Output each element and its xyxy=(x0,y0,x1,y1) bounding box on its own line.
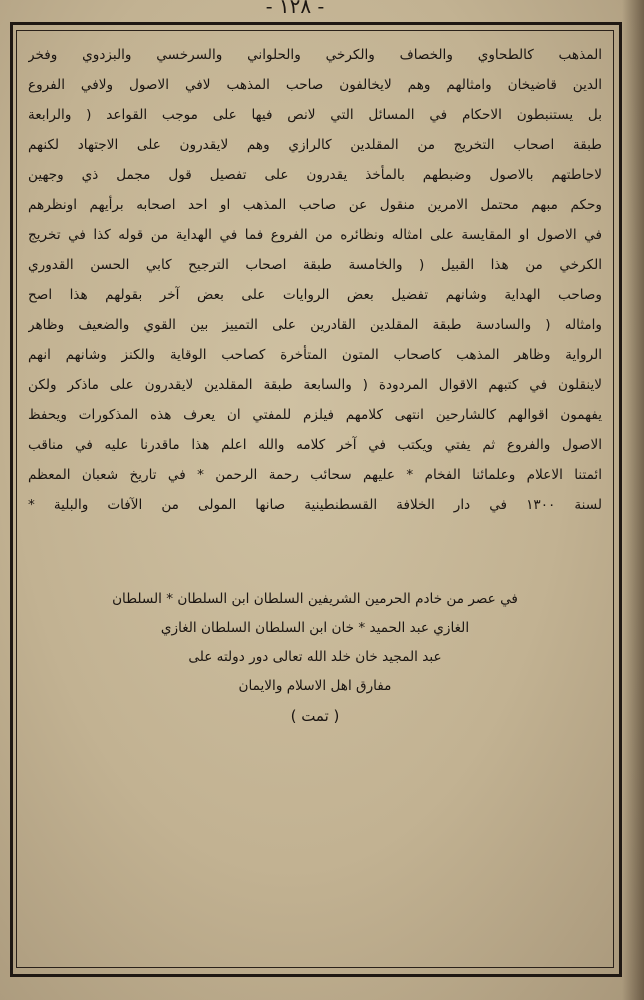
text-line: في الاصول او المقايسة على امثاله ونظائره من الفروع فما في الهداية من قوله كذا في تخريج xyxy=(28,227,602,243)
colophon-line: الغازي عبد الحميد * خان ابن السلطان السلطان الغازي xyxy=(160,620,470,636)
text-line: يفهمون اقوالهم كالشارحين انتهى كلامهم فيلزم للمفتي ان يعرف هذه المذكورات ويحفظ xyxy=(28,407,602,423)
text-line: وصاحب الهداية وشانهم تفضيل بعض الروايات على بعض آخر بقولهم هذا اصح xyxy=(28,287,602,303)
text-line: الدين قاضيخان وامثالهم وهم لايخالفون صاحب المذهب لافي الاصول ولافي الفروع xyxy=(28,77,602,93)
text-line: لاحاطتهم بالاصول وضبطهم بالمأخذ يقدرون على تفصيل قول مجمل ذي وجهين xyxy=(28,167,602,183)
colophon-line: عبد المجيد خان خلد الله تعالى دور دولته على xyxy=(188,649,442,665)
page-number: - ١٢٨ - xyxy=(265,0,325,18)
text-line: وامثاله ( والسادسة طبقة المقلدين القادرين على التمييز بين القوي والضعيف وظاهر xyxy=(28,317,602,333)
page-fold-shadow xyxy=(622,0,644,1000)
text-line: الاصول والفروع ثم يفتي ويكتب في آخر كلامه والله اعلم هذا ماقدرنا عليه في مناقب xyxy=(28,437,602,453)
text-line: وحكم مبهم محتمل الامرين منقول عن صاحب المذهب او احد اصحابه برأيهم اونظرهم xyxy=(28,197,602,213)
text-line: لسنة ١٣٠٠ في دار الخلافة القسطنطينية صانها المولى من الآفات والبلية * xyxy=(28,497,602,513)
finis-mark: ( تمت ) xyxy=(290,707,340,725)
text-line: طبقة اصحاب التخريج من المقلدين كالرازي وهم لايقدرون على الاجتهاد لكنهم xyxy=(28,137,602,153)
colophon-line: في عصر من خادم الحرمين الشريفين السلطان ابن السلطان * السلطان xyxy=(112,591,518,607)
text-line: لاينقلون في كتبهم الاقوال المردودة ( والسابعة طبقة المقلدين لايقدرون على ماذكر ولكن xyxy=(28,377,602,393)
colophon-block xyxy=(28,585,602,731)
text-line: بل يستنبطون الاحكام في المسائل التي لانص فيها على موجب القواعد ( والرابعة xyxy=(28,107,602,123)
main-text-block xyxy=(28,40,602,520)
text-line: الرواية وظاهر المذهب كاصحاب المتون المتأخرة كصاحب الوقاية والكنز وشانهم انهم xyxy=(28,347,602,363)
colophon-line: مفارق اهل الاسلام والايمان xyxy=(238,678,392,694)
text-line: الكرخي من هذا القبيل ( والخامسة طبقة اصحاب الترجيح كابي الحسن القدوري xyxy=(28,257,602,273)
text-line: ائمتنا الاعلام وعلمائنا الفخام * عليهم سحائب رحمة الرحمن * في تاريخ شعبان المعظم xyxy=(28,467,602,483)
text-line: المذهب كالطحاوي والخصاف والكرخي والحلواني والسرخسي والبزدوي وفخر xyxy=(28,47,602,63)
